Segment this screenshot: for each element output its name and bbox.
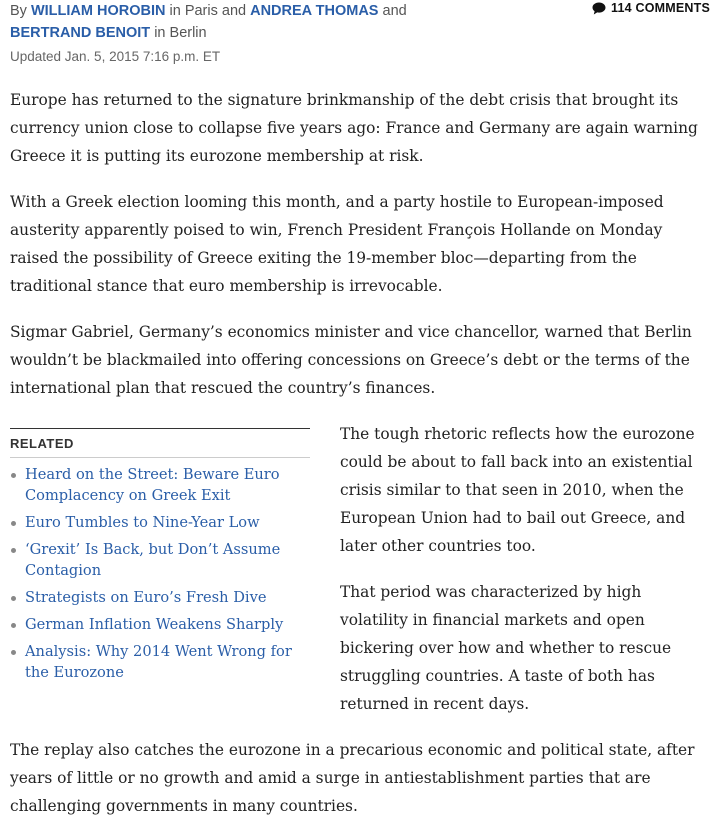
related-link-text: Analysis: Why 2014 Went Wrong for the Eurozone	[25, 643, 292, 681]
related-link[interactable]	[10, 512, 310, 533]
related-link-text: Euro Tumbles to Nine-Year Low	[25, 514, 260, 531]
bullet-icon	[11, 596, 16, 601]
related-title: RELATED	[10, 429, 310, 458]
related-articles-box	[10, 428, 310, 689]
bullet-icon	[11, 623, 16, 628]
byline-location-berlin: in Berlin	[154, 25, 207, 41]
speech-bubble-icon	[592, 2, 606, 15]
updated-timestamp: Updated Jan. 5, 2015 7:16 p.m. ET	[10, 49, 221, 64]
article-paragraph: The replay also catches the eurozone in a precarious economic and political state, after years of little or no growth and amid a surge in antiestablishment parties that are challenging governments in many countries.	[10, 741, 695, 815]
comments-count-label: 114 COMMENTS	[611, 1, 710, 15]
related-link-text: ‘Grexit’ Is Back, but Don’t Assume Contagion	[25, 541, 281, 579]
byline-location-paris: in Paris and	[169, 3, 247, 19]
bullet-icon	[11, 650, 16, 655]
author-link-andrea-thomas[interactable]: ANDREA THOMAS	[250, 3, 379, 19]
related-link[interactable]	[10, 641, 310, 683]
article-byline-block	[10, 0, 430, 68]
article-paragraph: The tough rhetoric reflects how the eurozone could be about to fall back into an existential crisis similar to that seen in 2010, when the European Union had to bail out Greece, and later other countries too.	[340, 425, 695, 555]
related-link[interactable]	[10, 587, 310, 608]
related-link[interactable]	[10, 614, 310, 635]
related-link-text: German Inflation Weakens Sharply	[25, 616, 284, 633]
author-link-william-horobin[interactable]: WILLIAM HOROBIN	[30, 3, 166, 19]
article-paragraph: With a Greek election looming this month, and a party hostile to European-imposed austerity apparently poised to win, French President François Hollande on Monday raised the possibility of Greece exiting the 19-member bloc—departing from the traditional stance that euro membership is irrevocable.	[10, 193, 664, 295]
byline-by: By	[10, 3, 27, 19]
related-link-text: Heard on the Street: Beware Euro Complacency on Greek Exit	[25, 466, 280, 504]
related-links-list	[10, 464, 310, 683]
article-paragraph: Sigmar Gabriel, Germany’s economics minister and vice chancellor, warned that Berlin wouldn’t be blackmailed into offering concessions on Greece’s debt or the terms of the international plan that rescued the country’s finances.	[10, 323, 692, 397]
article-paragraph: Europe has returned to the signature brinkmanship of the debt crisis that brought its currency union close to collapse five years ago: France and Germany are again warning Greece it is putting its eurozone membership at risk.	[10, 91, 698, 165]
bullet-icon	[11, 473, 16, 478]
author-link-bertrand-benoit[interactable]: BERTRAND BENOIT	[10, 25, 151, 41]
related-link[interactable]	[10, 464, 310, 506]
byline	[10, 0, 430, 44]
byline-and: and	[382, 3, 407, 19]
bullet-icon	[11, 521, 16, 526]
article-paragraph: That period was characterized by high volatility in financial markets and open bickering over how and whether to rescue struggling countries. A taste of both has returned in recent days.	[340, 583, 672, 713]
bullet-icon	[11, 548, 16, 553]
related-link-text: Strategists on Euro’s Fresh Dive	[25, 589, 267, 606]
comments-link[interactable]	[592, 1, 710, 15]
related-link[interactable]	[10, 539, 310, 581]
